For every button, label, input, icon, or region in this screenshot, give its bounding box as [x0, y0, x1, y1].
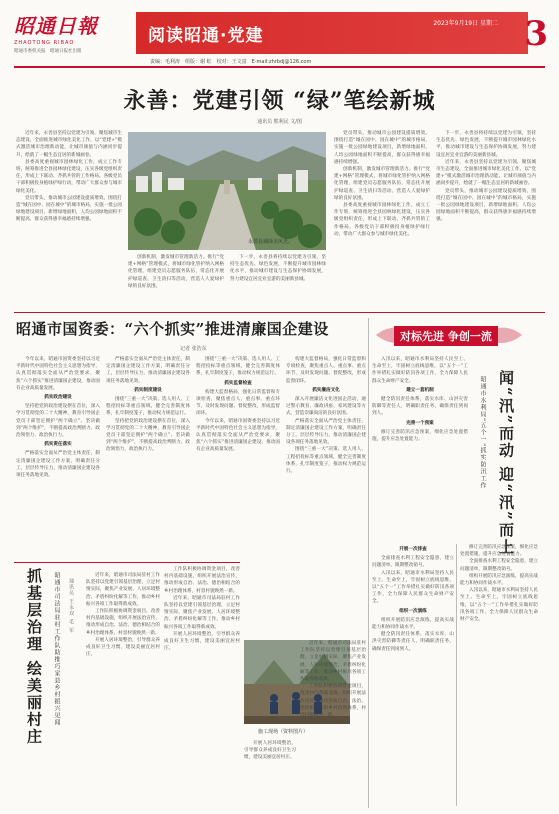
article3-headline: 闻“汛”而动 迎“汛”而上 [497, 370, 515, 556]
article3-paragraph: 入汛以来，昭通市水利局坚持人民至上、生命至上，牢固树立底线思维，以“五个一”工作举措扎实做好防汛各项工作，全力保障人民群众生命财产安全。 [372, 570, 454, 605]
article2-subhead: 抓实制度建设 [134, 387, 162, 393]
article3-paragraph: 全面排查水利工程安全隐患，建立问题清单，限期整改销号。 [372, 556, 454, 569]
article1-column-5 [436, 130, 536, 310]
logo-block [14, 10, 134, 54]
article2-paragraph: 严格落实全面从严治党主体责任，制定清廉国企建设工作方案，明确责任分工，层层传导压力，推动清廉国企建设各项任务落地见效。 [106, 357, 190, 384]
article2-subhead: 抓实政治建设 [44, 395, 72, 401]
article4-column-4 [300, 640, 366, 806]
issue-date: 2023年9月19日 星期二 [433, 20, 498, 27]
article4-column-1 [86, 572, 160, 806]
article2-subhead: 抓实监督检查 [224, 380, 252, 386]
article2-column-3 [196, 356, 280, 562]
article2-paragraph: 今年以来，昭通市国资委坚持以习近平新时代中国特色社会主义思想为指导，认真贯彻落实全面从严治党要求，聚焦“六个抓实”推进清廉国企建设，推动国有企业高质量发展。 [16, 357, 100, 391]
page-number: 3 [524, 14, 548, 54]
article3-column-3 [460, 544, 538, 806]
article4-paragraph: 工作队积极协调资金项目，改善村内基础设施，组织开展法治宣传，推动形成自治、法治、德治相结合的乡村治理体系，村容村貌焕然一新。 [164, 567, 240, 594]
masthead [14, 6, 548, 65]
article3-paragraph: 修订完善防汛应急预案，细化应急处置措施，提升应急处置能力。 [460, 545, 538, 558]
article1-paragraph: 县委高度重视城市园林绿化工作，成立工作专班，统筹推进全县园林绿化建设，压实各级党组织责任，形成上下联动、齐抓共管的工作格局。各级党员干部积极投身植绿护绿行动，带动广大群众参与城市绿化美化。 [16, 159, 122, 194]
article2-paragraph: 今年以来，昭通市国资委坚持以习近平新时代中国特色社会主义思想为指导，认真贯彻落实全面从严治党要求，聚焦“六个抓实”推进清廉国企建设，推动国有企业高质量发展。 [196, 418, 280, 453]
top-rule [14, 66, 545, 68]
article2-paragraph: 构建大监督格局，强化日常监督和专项检查，聚焦重点人、重点事、重点环节，及时发现问题、督促整改，形成监督闭环。 [196, 389, 280, 417]
article4-paragraph: 开展人居环境整治，引导群众养成良好卫生习惯，建设美丽宜居村庄。 [86, 637, 160, 658]
article1-byline: 通讯员 熊利民 文/图 [257, 119, 302, 125]
article3-paragraph: 健全防汛责任体系，落实水库、山洪灾害防御等责任人，明确职责任务，确保责任到岗到人。 [372, 632, 454, 652]
article3-paragraph: 健全防汛责任体系，落实水库、山洪灾害防御等责任人，明确职责任务，确保责任到岗到人。 [372, 397, 468, 417]
article1-column-4 [334, 130, 430, 310]
article2-paragraph: 围绕“三重一大”决策、选人用人、工程招投标等重点领域，健全完善制度体系，扎牢制度笼子，推动权力规范运行。 [106, 397, 190, 417]
article4-paragraph: 近年来，昭通市司法局驻村工作队坚持以党建引领基层治理，立足村情实际，聚焦产业发展、人居环境整治、矛盾纠纷化解等工作，推动乡村振兴各项工作取得新成效。 [86, 573, 160, 607]
article4-column-2 [164, 566, 240, 806]
article3-subhead-item: 组织一次演练 [399, 608, 427, 614]
article2-subhead: 抓实廉洁文化 [312, 387, 340, 393]
editor-credits: 责编：毛利涛 组版：谢 虹 校对：王文富 E-mail:zhrbdj@126.com [150, 59, 312, 65]
section-divider [14, 562, 240, 563]
article4-paragraph: 开展人居环境整治，引导群众养成良好卫生习惯，建设美丽宜居村庄。 [244, 741, 296, 761]
article2-subhead: 抓实责任落实 [44, 442, 72, 448]
article1-headline: 永善：党建引领 “绿”笔绘新城 [123, 88, 436, 114]
article3-subhead: 昭通市水利局“五个一”抓实防汛工作 [479, 376, 486, 490]
article1-paragraph: 党员带头，推动城市公园建设提质增效。围绕打造“城在园中、园在城中”的城市格局，实施一批公园绿地建设项目，新增绿地面积，人均公园绿地面积不断提高，群众获得感幸福感持续增强。 [16, 195, 122, 223]
newspaper-logo: 昭通日報 [14, 14, 98, 38]
section-divider [14, 312, 545, 313]
article1-paragraph: 创新机制，激发城市管理新活力。推行“党建+网格”管理模式，将城市绿化管护纳入网格化管理，组建党员志愿服务队伍，常态化开展护绿巡查、卫生清扫等活动，营造人人爱绿护绿的良好氛围。 [128, 255, 224, 289]
article4-paragraph: 工作队积极协调资金项目，改善村内基础设施，组织开展法治宣传，推动形成自治、法治、德治相结合的乡村治理体系，村容村貌焕然一新。 [86, 609, 160, 636]
article4-paragraph: 近年来，昭通市司法局驻村工作队坚持以党建引领基层治理，立足村情实际，聚焦产业发展、人居环境整治、矛盾纠纷化解等工作，推动乡村振兴各项工作取得新成效。 [164, 595, 240, 630]
article4-column-3 [244, 740, 296, 806]
banner-text: 对标先进 争创一流 [394, 326, 498, 346]
article1-paragraph: 党员带头，推动城市公园建设提质增效。围绕打造“城在园中、园在城中”的城市格局，实施一批公园绿地建设项目，新增绿地面积，人均公园绿地面积不断提高，群众获得感幸福感持续增强。 [436, 188, 536, 223]
article2-paragraph: 严格落实全面从严治党主体责任，制定清廉国企建设工作方案，明确责任分工，层层传导压力，推动清廉国企建设各项任务落地见效。 [16, 451, 100, 479]
article3-subhead-item: 完善一个预案 [406, 420, 434, 426]
article1-paragraph: 创新机制，激发城市管理新活力。推行“党建+网格”管理模式，将城市绿化管护纳入网格化管理，组建党员志愿服务队伍，常态化开展护绿巡查、卫生清扫等活动，营造人人爱绿护绿的良好氛围。 [334, 167, 430, 201]
article3-paragraph: 组织开展防汛应急演练，提高实战能力和协同作战水平。 [372, 617, 454, 631]
article3-subhead-item: 建立一套机制 [406, 387, 434, 393]
article4-paragraph: 开展人居环境整治，引导群众养成良好卫生习惯，建设美丽宜居村庄。 [164, 631, 240, 652]
article2-column-1 [16, 356, 100, 562]
article3-paragraph: 入汛以来，昭通市水利局坚持人民至上、生命至上，牢固树立底线思维，以“五个一”工作举措扎实做好防汛各项工作，全力保障人民群众生命财产安全。 [460, 588, 538, 623]
article1-photo-caption: 永善县城绿美风光。 [248, 239, 294, 245]
article4-byline: 通讯员 王永双 毛 军 [68, 578, 74, 634]
article2-paragraph: 围绕“三重一大”决策、选人用人、工程招投标等重点领域，健全完善制度体系，扎牢制度笼子，推动权力规范运行。 [286, 447, 366, 475]
campaign-banner [372, 322, 526, 348]
article1-paragraph: 下一步，永善县将持续以党建为引领，坚持生态优先、绿色发展，不断提升城市园林绿化水平，推动城市建设与生态保护协调发展，努力建设宜居宜业宜游的美丽新县城。 [230, 255, 326, 282]
article3-subhead-item: 开展一次排查 [399, 547, 427, 552]
section-banner [136, 12, 548, 54]
article2-paragraph: 深入开展廉洁文化进国企活动，通过警示教育、廉政讲座、家风建设等方式，营造崇廉尚洁的良好氛围。 [286, 397, 366, 417]
article2-paragraph: 坚持把党的政治建设摆在首位，深入学习贯彻党的二十大精神，教育引导国企党员干部坚定拥护“两个确立”、坚决做到“两个维护”，不断提高政治判断力、政治领悟力、政治执行力。 [106, 418, 190, 453]
article2-paragraph: 构建大监督格局，强化日常监督和专项检查，聚焦重点人、重点事、重点环节，及时发现问题、督促整改，形成监督闭环。 [286, 357, 366, 384]
article3-column-1 [372, 356, 468, 540]
article3-paragraph: 组织开展防汛应急演练，提高实战能力和协同作战水平。 [460, 573, 538, 587]
article1-paragraph: 下一步，永善县将持续以党建为引领，坚持生态优先、绿色发展，不断提升城市园林绿化水平，推动城市建设与生态保护协调发展，努力建设宜居宜业宜游的美丽新县城。 [436, 131, 536, 158]
column-rule [456, 544, 457, 806]
article3-paragraph: 全面排查水利工程安全隐患，建立问题清单，限期整改销号。 [460, 559, 538, 572]
logo-pinyin: ZHAOTONG RIBAO [14, 40, 75, 46]
article2-byline: 记者 张浩东 [180, 346, 207, 352]
article3-column-2 [372, 544, 454, 806]
article2-paragraph: 坚持把党的政治建设摆在首位，深入学习贯彻党的二十大精神，教育引导国企党员干部坚定拥护“两个确立”、坚决做到“两个维护”，不断提高政治判断力、政治领悟力、政治执行力。 [16, 404, 100, 439]
city-park-photo [128, 132, 326, 250]
article1-paragraph: 近年来，永善县坚持以党建为引领，聚焦城市生态建设，全面推进城市绿化美化工作，以“党建+”模式激活城市治理新动能，让城市颜值与内涵同步提升，绘就了一幅生态宜居的新城画卷。 [436, 159, 536, 187]
article1-photo [128, 132, 326, 250]
article4-paragraph: 近年来，昭通市司法局驻村工作队坚持以党建引领基层治理，立足村情实际，聚焦产业发展、人居环境整治、矛盾纠纷化解等工作，推动乡村振兴各项工作取得新成效。 [300, 641, 366, 683]
article1-paragraph: 近年来，永善县坚持以党建为引领，聚焦城市生态建设，全面推进城市绿化美化工作，以“党建+”模式激活城市治理新动能，让城市颜值与内涵同步提升，绘就了一幅生态宜居的新城画卷。 [16, 131, 122, 158]
article2-paragraph: 围绕“三重一大”决策、选人用人、工程招投标等重点领域，健全完善制度体系，扎牢制度笼子，推动权力规范运行。 [196, 357, 280, 377]
article2-column-2 [106, 356, 190, 562]
article1-column-3 [230, 254, 326, 312]
article2-column-4 [286, 356, 366, 636]
article1-paragraph: 党员带头，推动城市公园建设提质增效。围绕打造“城在园中、园在城中”的城市格局，实施一批公园绿地建设项目，新增绿地面积，人均公园绿地面积不断提高，群众获得感幸福感持续增强。 [334, 131, 430, 165]
article3-paragraph: 修订完善防汛应急预案，细化应急处置措施，提升应急处置能力。 [372, 429, 468, 443]
article4-headline: 抓基层治理 绘美丽村庄 [25, 568, 43, 746]
article1-column-1 [16, 130, 122, 310]
article2-headline: 昭通市国资委：“六个抓实”推进清廉国企建设 [16, 320, 329, 338]
logo-subtitle: 昭通市委机关报 昭通日报社出版 [14, 49, 82, 54]
article3-paragraph: 入汛以来，昭通市水利局坚持人民至上、生命至上，牢固树立底线思维，以“五个一”工作举措扎实做好防汛各项工作，全力保障人民群众生命财产安全。 [372, 357, 468, 384]
article1-column-2 [128, 254, 224, 312]
article1-paragraph: 县委高度重视城市园林绿化工作，成立工作专班，统筹推进全县园林绿化建设，压实各级党组织责任，形成上下联动、齐抓共管的工作格局。各级党员干部积极投身植绿护绿行动，带动广大群众参与城市绿化美化。 [334, 203, 430, 237]
article2-paragraph: 严格落实全面从严治党主体责任，制定清廉国企建设工作方案，明确责任分工，层层传导压力，推动清廉国企建设各项任务落地见效。 [286, 418, 366, 446]
article4-paragraph: 工作队积极协调资金项目，改善村内基础设施，组织开展法治宣传，推动形成自治、法治、德治相结合的乡村治理体系，村容村貌焕然一新。 [300, 684, 366, 719]
article4-subhead: 昭通市司法局驻村工作队助推巧家县乡村振兴见闻 [53, 572, 60, 726]
column-rule [368, 318, 369, 808]
section-title: 阅读昭通·党建 [148, 26, 264, 46]
article4-photo-caption: 施工现场（资料图片） [258, 729, 309, 735]
